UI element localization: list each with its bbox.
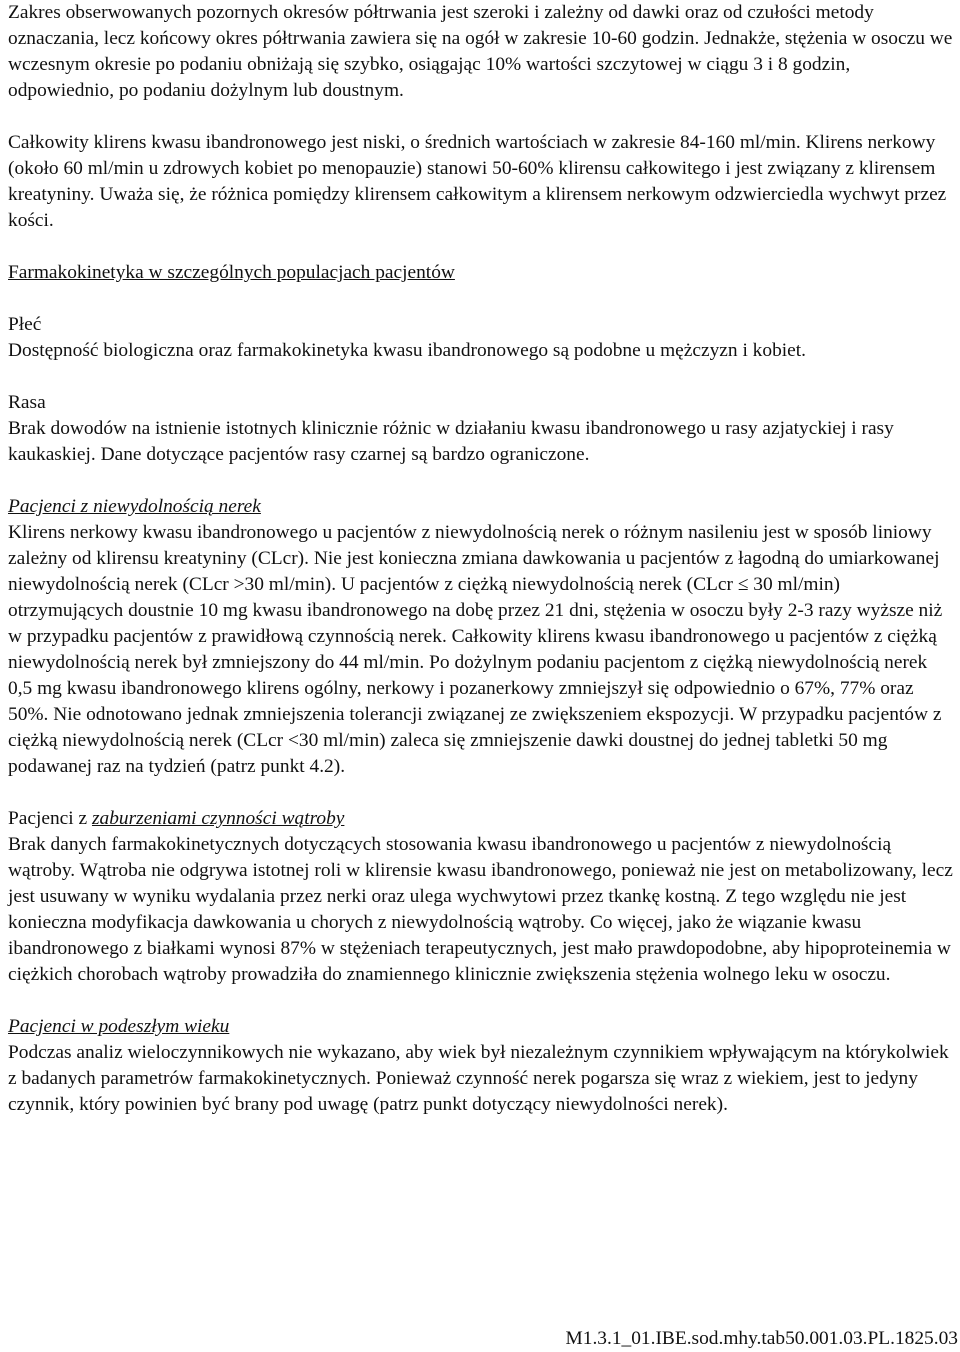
elderly-heading [8,1014,954,1040]
renal-heading [8,494,954,520]
document-page [8,0,954,1118]
sex-heading: Płeć [8,314,42,335]
hepatic-paragraph: Brak danych farmakokinetycznych dotyczących stosowania kwasu ibandronowego u pacjentów z niewydolnością wątroby. Wątroba nie odgrywa istotnej roli w klirensie kwasu ibandronowego, ponieważ nie jest on metabolizowany, lecz jest usuwany w wyniku wydalania przez nerki oraz ulega wychwytowi przez tkankę kostną. Z tego względu nie jest konieczna modyfikacja dawkowania u chorych z niewydolnością wątroby. Co więcej, jako że wiązanie kwasu ibandronowego z białkami wynosi 87% w stężeniach terapeutycznych, jest mało prawdopodobne, aby hipoproteinemia w ciężkich chorobach wątroby prowadziła do znamiennego klinicznie zwiększenia stężenia wolnego leku w osoczu. [8,834,953,985]
renal-text-part1: Klirens nerkowy kwasu ibandronowego u pacjentów z niewydolnością nerek o różnym nasileniu jest w sposób liniowy zależny od klirensu kreatyniny (CLcr). Nie jest konieczna zmiana dawkowania u pacjentów z łagodną do umiarkowanej niewydolnością nerek (CLcr >30 ml/min). U pacjentów z ciężką niewydolnością nerek (CLcr [8,522,940,595]
renal-heading-text: Pacjenci z niewydolnością nerek [8,496,261,517]
race-heading: Rasa [8,392,46,413]
intro-paragraph: Zakres obserwowanych pozornych okresów półtrwania jest szeroki i zależny od dawki oraz od czułości metody oznaczania, lecz końcowy okres półtrwania zawiera się na ogół w zakresie 10-60 godzin. Jednakże, stężenia w osoczu we wczesnym okresie po podaniu obniżają się szybko, osiągając 10% wartości szczytowej w ciągu 3 i 8 godzin, odpowiednio, po podaniu dożylnym lub doustnym. [8,2,953,101]
leq-symbol: ≤ [737,574,749,595]
elderly-paragraph: Podczas analiz wieloczynnikowych nie wykazano, aby wiek był niezależnym czynnikiem wpływającym na którykolwiek z badanych parametrów farmakokinetycznych. Ponieważ czynność nerek pogarsza się wraz z wiekiem, jest to jedyny czynnik, który powinien być brany pod uwagę (patrz punkt dotyczący niewydolności nerek). [8,1042,949,1115]
sex-paragraph: Dostępność biologiczna oraz farmakokinetyka kwasu ibandronowego są podobne u mężczyzn i kobiet. [8,340,806,361]
race-paragraph: Brak dowodów na istnienie istotnych klinicznie różnic w działaniu kwasu ibandronowego u rasy azjatyckiej i rasy kaukaskiej. Dane dotyczące pacjentów rasy czarnej są bardzo ograniczone. [8,418,894,465]
document-footer-code: M1.3.1_01.IBE.sod.mhy.tab50.001.03.PL.1825.03 [565,1328,958,1349]
elderly-heading-text: Pacjenci w podeszłym wieku [8,1016,230,1037]
hepatic-heading-italic: zaburzeniami czynności wątroby [91,808,345,829]
special-populations-heading [8,260,954,286]
renal-paragraph [8,520,954,780]
clearance-paragraph: Całkowity klirens kwasu ibandronowego jest niski, o średnich wartościach w zakresie 84-160 ml/min. Klirens nerkowy (około 60 ml/min u zdrowych kobiet po menopauzie) stanowi 50-60% klirensu całkowitego i jest związany z klirensem kreatyniny. Uważa się, że różnica pomiędzy klirensem całkowitym a klirensem nerkowym odzwierciedla wychwyt przez kości. [8,132,947,231]
special-populations-heading-text: Farmakokinetyka w szczególnych populacjach pacjentów [8,262,455,283]
renal-text-part2: 30 ml/min) otrzymujących doustnie 10 mg kwasu ibandronowego na dobę przez 21 dni, stężenia w osoczu były 2-3 razy wyższe niż w przypadku pacjentów z prawidłową czynnością nerek. Całkowity klirens kwasu ibandronowego u pacjentów z ciężką niewydolnością nerek był zmniejszony do 44 ml/min. Po dożylnym podaniu pacjentom z ciężką niewydolnością nerek 0,5 mg kwasu ibandronowego klirens ogólny, nerkowy i pozanerkowy zmniejszył się odpowiednio o 67%, 77% oraz 50%. Nie odnotowano jednak zmniejszenia tolerancji związanej ze zwiększeniem ekspozycji. W przypadku pacjentów z ciężką niewydolnością nerek (CLcr <30 ml/min) zaleca się zmniejszenie dawki doustnej do jednej tabletki 50 mg podawanej raz na tydzień (patrz punkt 4.2). [8,574,943,777]
hepatic-heading-plain: Pacjenci z [8,808,92,829]
hepatic-heading [8,806,954,832]
